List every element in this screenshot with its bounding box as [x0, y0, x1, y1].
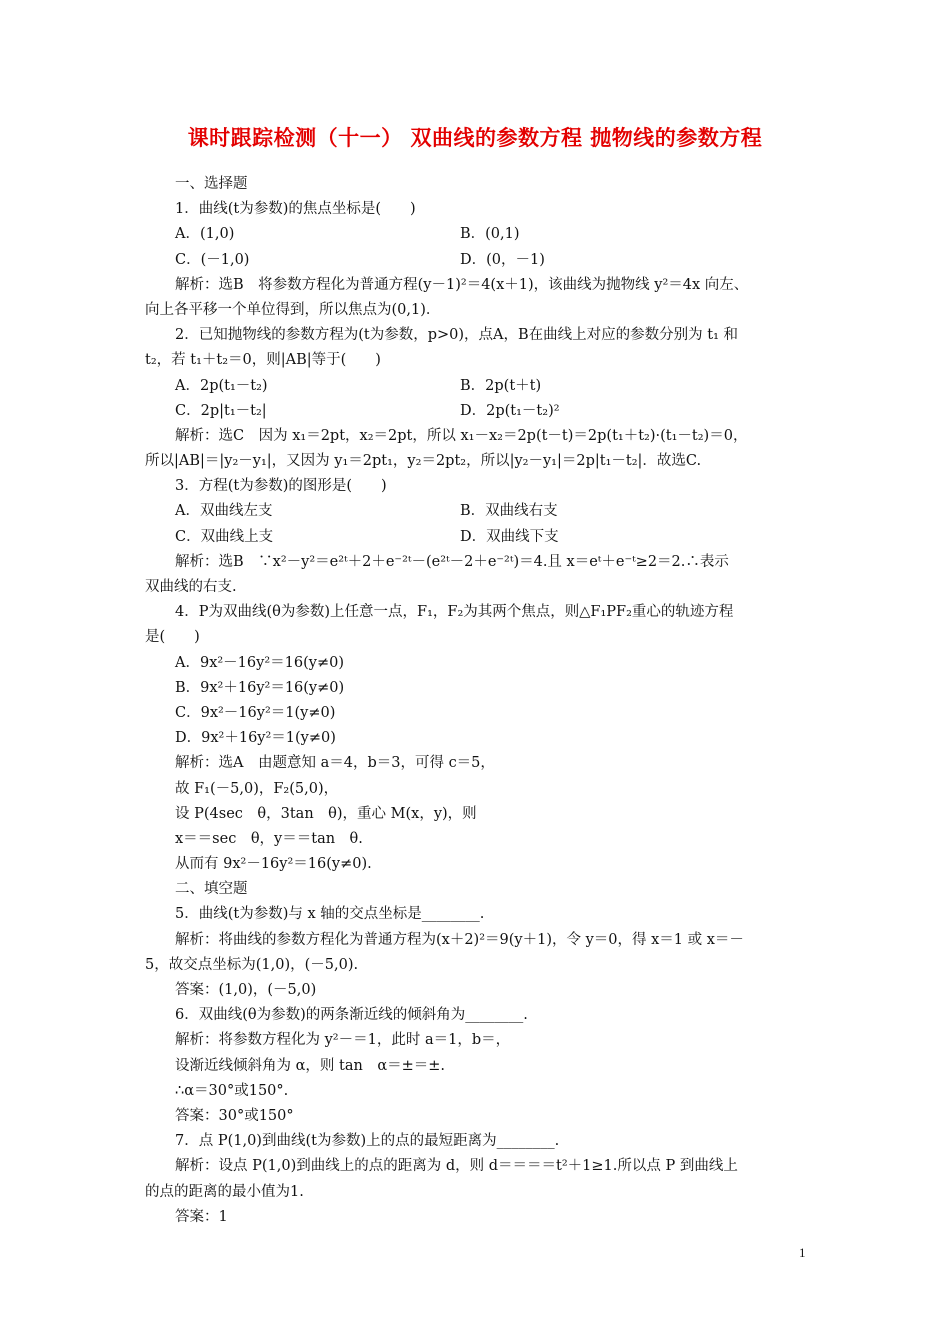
- text-line: B．9x²＋16y²＝16(y≠0): [175, 679, 345, 696]
- option-right: D．2p(t₁－t₂)²: [460, 402, 560, 419]
- text-line: 的点的距离的最小值为1.: [145, 1183, 304, 1200]
- text-line: 答案：1: [175, 1208, 228, 1225]
- text-line: 设 P(4sec θ，3tan θ)，重心 M(x，y)，则: [175, 805, 477, 822]
- text-line: t₂，若 t₁＋t₂＝0，则|AB|等于( ): [145, 352, 381, 369]
- option-right: B．双曲线右支: [460, 503, 558, 520]
- text-line: 答案：(1,0)，(－5,0): [175, 982, 317, 998]
- text-line: 1．曲线(t为参数)的焦点坐标是( ): [175, 201, 416, 218]
- option-row: [145, 399, 810, 424]
- text-line: ∴α＝30°或150°.: [175, 1082, 289, 1099]
- text-line: 3．方程(t为参数)的图形是( ): [175, 478, 387, 495]
- option-right: B．(0,1): [460, 226, 520, 243]
- option-row: [145, 525, 810, 550]
- text-line: 解析：选C 因为 x₁＝2pt，x₂＝2pt，所以 x₁－x₂＝2p(t－t)＝2p(t₁＋t₂)·(t₁－t₂)＝0，: [175, 427, 748, 444]
- text-line: C．9x²－16y²＝1(y≠0): [175, 704, 336, 721]
- text-line: 设渐近线倾斜角为 α，则 tan α＝±＝±.: [175, 1057, 446, 1074]
- option-left: A．(1,0): [175, 226, 235, 243]
- text-line: 5，故交点坐标为(1,0)，(－5,0).: [145, 956, 359, 973]
- option-right: D．双曲线下支: [460, 528, 559, 545]
- text-line: 解析：选A 由题意知 a＝4，b＝3，可得 c＝5，: [175, 755, 495, 772]
- text-line: A．9x²－16y²＝16(y≠0): [175, 654, 344, 671]
- option-right: B．2p(t＋t): [460, 377, 542, 394]
- text-line: 一、选择题: [175, 176, 248, 192]
- text-line: 解析：将曲线的参数方程化为普通方程为(x＋2)²＝9(y＋1)，令 y＝0，得 x＝1 或 x＝－: [175, 931, 744, 948]
- option-row: [145, 222, 810, 247]
- text-line: 是( ): [145, 629, 200, 646]
- text-line: 答案：30°或150°: [175, 1107, 294, 1124]
- option-left: C．(－1,0): [175, 251, 250, 268]
- option-left: C．2p|t₁－t₂|: [175, 402, 267, 419]
- text-line: 从而有 9x²－16y²＝16(y≠0).: [175, 856, 372, 873]
- text-line: 解析：将参数方程化为 y²－＝1，此时 a＝1，b＝，: [175, 1032, 511, 1049]
- option-row: [145, 499, 810, 524]
- text-line: 6．双曲线(θ为参数)的两条渐近线的倾斜角为________.: [175, 1007, 528, 1024]
- option-row: [145, 374, 810, 399]
- text-line: x＝＝sec θ，y＝＝tan θ.: [175, 830, 363, 847]
- text-line: 2．已知抛物线的参数方程为(t为参数，p>0)，点A，B在曲线上对应的参数分别为 t₁ 和: [175, 327, 739, 344]
- page-number: 1: [799, 1245, 806, 1260]
- text-line: 故 F₁(－5,0)，F₂(5,0)，: [175, 780, 339, 797]
- option-row: [145, 248, 810, 273]
- text-line: 双曲线的右支.: [145, 579, 237, 595]
- text-line: 5．曲线(t为参数)与 x 轴的交点坐标是________.: [175, 906, 485, 923]
- text-line: 7．点 P(1,0)到曲线(t为参数)上的点的最短距离为________.: [175, 1133, 560, 1150]
- option-left: A．2p(t₁－t₂): [175, 377, 268, 394]
- text-line: 向上各平移一个单位得到，所以焦点为(0,1)．: [145, 301, 441, 318]
- option-left: A．双曲线左支: [175, 503, 273, 520]
- document-body: [145, 172, 810, 1230]
- option-left: C．双曲线上支: [175, 528, 274, 545]
- page-title: 课时跟踪检测（十一） 双曲线的参数方程 抛物线的参数方程: [187, 126, 763, 150]
- text-line: 解析：选B 将参数方程化为普通方程(y－1)²＝4(x＋1)，该曲线为抛物线 y²＝4x 向左、: [175, 276, 749, 293]
- text-line: 所以|AB|＝|y₂－y₁|，又因为 y₁＝2pt₁，y₂＝2pt₂，所以|y₂－y₁|＝2p|t₁－t₂|．故选C.: [145, 453, 702, 470]
- text-line: 二、填空题: [175, 881, 248, 898]
- text-line: 4．P为双曲线(θ为参数)上任意一点，F₁，F₂为其两个焦点，则△F₁PF₂重心的轨迹方程: [175, 604, 734, 621]
- option-right: D．(0，－1): [460, 251, 545, 268]
- text-line: D．9x²＋16y²＝1(y≠0): [175, 730, 336, 747]
- text-line: 解析：选B ∵x²－y²＝e²ᵗ＋2＋e⁻²ᵗ－(e²ᵗ－2＋e⁻²ᵗ)＝4.且 x＝eᵗ＋e⁻ᵗ≥2＝2.∴表示: [175, 553, 729, 570]
- text-line: 解析：设点 P(1,0)到曲线上的点的距离为 d，则 d＝＝＝＝t²＋1≥1.所以点 P 到曲线上: [175, 1158, 738, 1175]
